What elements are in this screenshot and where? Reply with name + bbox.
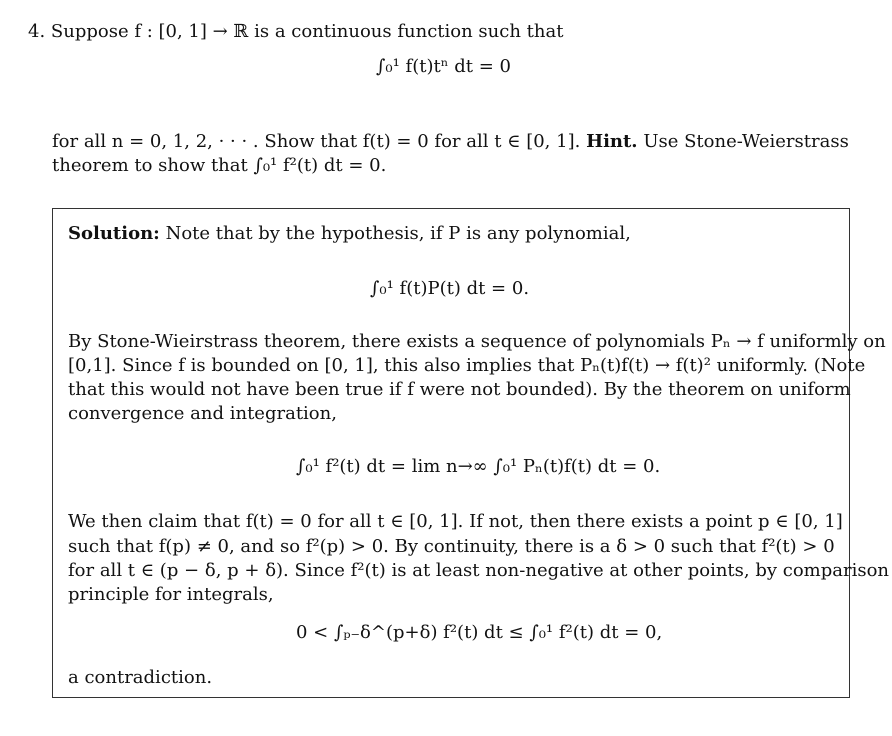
hint-label: Hint. (586, 131, 638, 152)
problem-line-3: theorem to show that ∫₀¹ f²(t) dt = 0. (52, 155, 387, 176)
hint-text: Use Stone-Weierstrass (643, 131, 849, 152)
solution-label: Solution: (68, 223, 160, 244)
problem-intro-text: Suppose f : [0, 1] → ℝ is a continuous function such that (50, 21, 564, 42)
solution-para2-line-1: We then claim that f(t) = 0 for all t ∈ [0, 1]. If not, then there exists a point p ∈ [0, 1] (68, 511, 843, 532)
solution-intro-line (68, 222, 631, 246)
problem-statement-text: for all n = 0, 1, 2, · · · . Show that f(t) = 0 for all t ∈ [0, 1]. (52, 131, 581, 152)
solution-closing: a contradiction. (68, 667, 213, 688)
solution-equation-1: ∫₀¹ f(t)P(t) dt = 0. (370, 278, 530, 299)
solution-para1-line-3: that this would not have been true if f were not bounded). By the theorem on uniform (68, 379, 851, 400)
solution-intro-text: Note that by the hypothesis, if P is any polynomial, (165, 223, 631, 244)
solution-para2-line-2: such that f(p) ≠ 0, and so f²(p) > 0. By continuity, there is a δ > 0 such that f²(t) > 0 (68, 536, 835, 557)
solution-equation-3: 0 < ∫ₚ₋δ^(p+δ) f²(t) dt ≤ ∫₀¹ f²(t) dt = 0, (296, 622, 663, 643)
solution-para1-line-1: By Stone-Wieirstrass theorem, there exists a sequence of polynomials Pₙ → f uniformly on (68, 331, 886, 352)
solution-para1-line-2: [0,1]. Since f is bounded on [0, 1], this also implies that Pₙ(t)f(t) → f(t)² uniformly. (Note (68, 355, 866, 376)
solution-para2-line-4: principle for integrals, (68, 584, 274, 605)
problem-number: 4. (28, 21, 46, 42)
problem-line-1 (28, 20, 563, 44)
solution-equation-2: ∫₀¹ f²(t) dt = lim n→∞ ∫₀¹ Pₙ(t)f(t) dt = 0. (296, 456, 661, 477)
problem-equation: ∫₀¹ f(t)tⁿ dt = 0 (376, 56, 511, 77)
solution-para1-line-4: convergence and integration, (68, 403, 337, 424)
problem-line-2 (52, 130, 849, 154)
solution-para2-line-3: for all t ∈ (p − δ, p + δ). Since f²(t) is at least non-negative at other points, by comparison (68, 560, 890, 581)
